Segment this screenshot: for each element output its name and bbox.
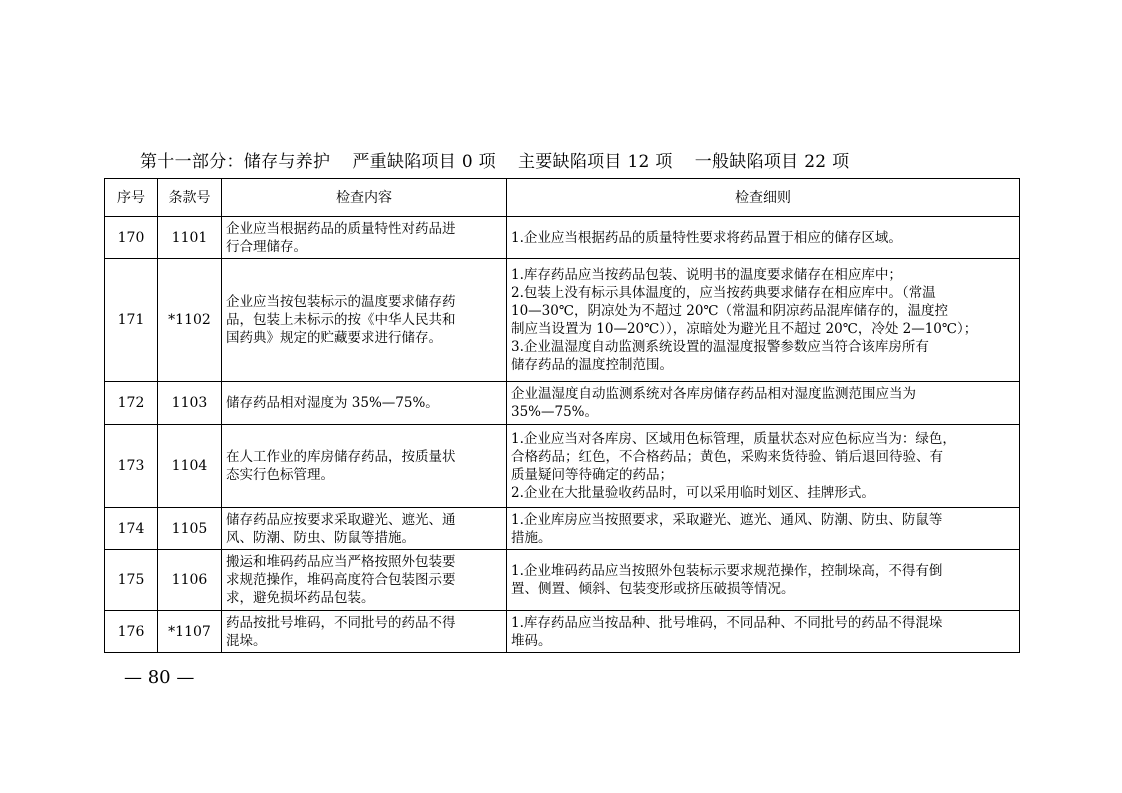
content-line: 态实行色标管理。 xyxy=(226,467,334,483)
row-content xyxy=(222,217,507,259)
row-content xyxy=(222,259,507,382)
detail-line: 置、侧置、倾斜、包装变形或挤压破损等情况。 xyxy=(511,581,795,597)
row-detail xyxy=(507,259,1020,382)
detail-line: 2.企业在大批量验收药品时，可以采用临时划区、挂牌形式。 xyxy=(511,485,875,501)
row-detail xyxy=(507,611,1020,653)
page-number: — 80 — xyxy=(124,667,195,688)
table-row xyxy=(105,550,1020,611)
content-line: 储存药品相对湿度为 35%—75%。 xyxy=(226,395,439,411)
content-line: 搬运和堆码药品应当严格按照外包装要 xyxy=(226,554,456,570)
row-clause: 1101 xyxy=(158,217,222,259)
heading-major-count: 主要缺陷项目 12 项 xyxy=(517,152,673,172)
table-row xyxy=(105,382,1020,425)
row-content xyxy=(222,611,507,653)
heading-part: 第十一部分：储存与养护 xyxy=(140,152,331,172)
detail-line: 质量疑问等待确定的药品； xyxy=(511,467,673,483)
row-no: 174 xyxy=(105,508,158,550)
row-detail xyxy=(507,382,1020,425)
row-content xyxy=(222,550,507,611)
detail-line: 10—30℃，阴凉处为不超过 20℃（常温和阴凉药品混库储存的，温度控 xyxy=(511,303,949,319)
detail-line: 合格药品；红色，不合格药品；黄色，采购来货待验、销后退回待验、有 xyxy=(511,449,943,465)
detail-line: 1.库存药品应当按药品包装、说明书的温度要求储存在相应库中； xyxy=(511,267,902,283)
detail-line: 2.包装上没有标示具体温度的，应当按药典要求储存在相应库中。（常温 xyxy=(511,285,936,301)
row-detail xyxy=(507,550,1020,611)
section-heading xyxy=(140,147,849,172)
content-line: 企业应当根据药品的质量特性对药品进 xyxy=(226,220,456,237)
content-line: 风、防潮、防虫、防鼠等措施。 xyxy=(226,529,415,546)
row-no: 171 xyxy=(105,259,158,382)
detail-line: 制应当设置为 10—20℃）），凉暗处为避光且不超过 20℃，冷处 2—10℃）； xyxy=(511,321,978,337)
inspection-table xyxy=(104,178,1020,653)
row-no: 173 xyxy=(105,425,158,508)
table-row xyxy=(105,217,1020,259)
row-clause: 1103 xyxy=(158,382,222,425)
content-line: 行合理储存。 xyxy=(226,238,307,255)
detail-line: 1.企业堆码药品应当按照外包装标示要求规范操作，控制垛高，不得有倒 xyxy=(511,563,943,579)
detail-line: 储存药品的温度控制范围。 xyxy=(511,357,673,373)
row-clause: *1107 xyxy=(158,611,222,653)
row-detail xyxy=(507,508,1020,550)
row-no: 175 xyxy=(105,550,158,611)
row-detail xyxy=(507,425,1020,508)
heading-serious-count: 严重缺陷项目 0 项 xyxy=(352,152,496,172)
table-row xyxy=(105,611,1020,653)
content-line: 国药典》规定的贮藏要求进行储存。 xyxy=(226,330,442,346)
detail-line: 1.企业应当对各库房、区域用色标管理，质量状态对应色标应当为：绿色， xyxy=(511,431,956,447)
header-no: 序号 xyxy=(105,179,158,217)
row-content xyxy=(222,508,507,550)
heading-general-count: 一般缺陷项目 22 项 xyxy=(694,152,850,172)
content-line: 企业应当按包装标示的温度要求储存药 xyxy=(226,294,456,310)
row-clause: 1106 xyxy=(158,550,222,611)
content-line: 求规范操作，堆码高度符合包装图示要 xyxy=(226,572,456,588)
detail-line: 堆码。 xyxy=(511,632,552,649)
content-line: 药品按批号堆码，不同批号的药品不得 xyxy=(226,614,456,631)
detail-line: 1.企业库房应当按照要求，采取避光、遮光、通风、防潮、防虫、防鼠等 xyxy=(511,511,943,528)
row-clause: 1104 xyxy=(158,425,222,508)
table-row xyxy=(105,259,1020,382)
detail-line: 1.企业应当根据药品的质量特性要求将药品置于相应的储存区域。 xyxy=(511,229,902,246)
row-no: 170 xyxy=(105,217,158,259)
table-row xyxy=(105,508,1020,550)
row-no: 172 xyxy=(105,382,158,425)
row-no: 176 xyxy=(105,611,158,653)
row-content xyxy=(222,425,507,508)
row-detail xyxy=(507,217,1020,259)
header-clause: 条款号 xyxy=(158,179,222,217)
table-row xyxy=(105,425,1020,508)
detail-line: 1.库存药品应当按品种、批号堆码，不同品种、不同批号的药品不得混垛 xyxy=(511,614,943,631)
header-detail: 检查细则 xyxy=(507,179,1020,217)
detail-line: 企业温湿度自动监测系统对各库房储存药品相对湿度监测范围应当为 xyxy=(511,386,916,402)
content-line: 品，包装上未标示的按《中华人民共和 xyxy=(226,312,456,328)
content-line: 求，避免损坏药品包装。 xyxy=(226,590,375,606)
content-line: 储存药品应按要求采取避光、遮光、通 xyxy=(226,511,456,528)
content-line: 在人工作业的库房储存药品，按质量状 xyxy=(226,449,456,465)
row-content xyxy=(222,382,507,425)
row-clause: *1102 xyxy=(158,259,222,382)
header-content: 检查内容 xyxy=(222,179,507,217)
detail-line: 3.企业温湿度自动监测系统设置的温湿度报警参数应当符合该库房所有 xyxy=(511,339,929,355)
table-header-row xyxy=(105,179,1020,217)
content-line: 混垛。 xyxy=(226,632,267,649)
detail-line: 措施。 xyxy=(511,529,552,546)
row-clause: 1105 xyxy=(158,508,222,550)
detail-line: 35%—75%。 xyxy=(511,404,599,420)
